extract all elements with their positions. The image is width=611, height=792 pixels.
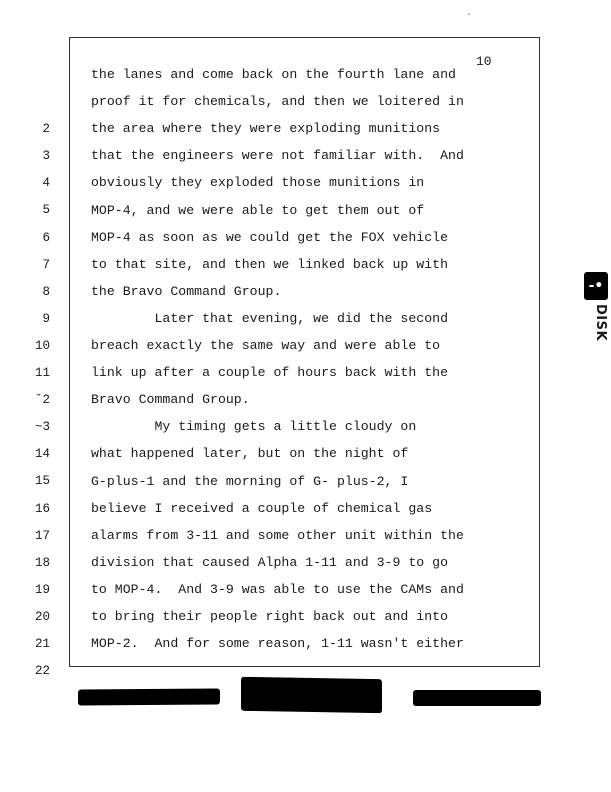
line-number: 7 [42,257,50,272]
line-number: 21 [34,637,50,651]
line-number: 2 [42,122,50,137]
transcript-line: Later that evening, we did the second [91,310,449,326]
transcript-line: to bring their people right back out and into [91,609,449,624]
line-number: 6 [42,230,50,245]
transcript-line: alarms from 3-11 and some other unit within the [91,527,464,543]
line-number: 10 [34,338,50,353]
transcript-line: believe I received a couple of chemical gas [91,500,433,516]
scan-mark: · [466,10,473,21]
transcript-line: MOP-4, and we were able to get them out of [91,202,425,218]
line-number: 19 [34,582,50,597]
line-number: 9 [42,311,50,326]
line-number: 18 [34,555,50,570]
transcript-line: what happened later, but on the night of [91,446,409,462]
line-number: ˇ2 [34,393,50,408]
transcript-line: MOP-2. And for some reason, 1-11 wasn't either [91,636,464,652]
transcript-line: to that site, and then we linked back up with [91,256,449,272]
transcript-line: to MOP-4. And 3-9 was able to use the CAMs and [91,581,464,597]
disk-label: DISK [593,304,608,342]
transcript-line: breach exactly the same way and were able to [91,338,441,353]
transcript-line: that the engineers were not familiar with. And [91,148,464,164]
redaction-bar-left [78,689,220,706]
line-number: 8 [42,284,50,299]
line-number: 15 [34,474,50,489]
line-number: 17 [34,528,50,543]
transcript-line: G-plus-1 and the morning of G- plus-2, I [91,473,409,489]
line-number: 20 [34,609,50,624]
transcript-line: proof it for chemicals, and then we loitered in [91,94,464,110]
page-number: 10 [476,54,492,69]
redaction-bar-center [241,677,382,713]
transcript-line: the lanes and come back on the fourth lane and [91,67,456,82]
transcript-line: division that caused Alpha 1-11 and 3-9 to go [91,554,449,570]
line-number: 16 [34,501,50,516]
redaction-bar-right [413,690,541,706]
line-number: 14 [34,447,50,462]
transcript-line: the Bravo Command Group. [91,283,282,299]
line-number: ~⁠3 [34,420,50,435]
transcript-line: Bravo Command Group. [91,392,250,408]
line-number: 11 [34,366,50,380]
disk-glyph: -• [588,278,604,294]
transcript-line: MOP-4 as soon as we could get the FOX vehicle [91,229,449,245]
transcript-line: link up after a couple of hours back with the [91,365,449,381]
line-number: 3 [42,149,50,164]
transcript-line: the area where they were exploding munitions [91,121,441,137]
line-number: 22 [34,664,50,679]
disk-tab-icon [584,272,608,300]
transcript-line: My timing gets a little cloudy on [91,419,417,435]
line-number: 5 [42,203,50,218]
transcript-line: obviously they exploded those munitions in [91,175,425,191]
line-number: 4 [42,176,50,191]
